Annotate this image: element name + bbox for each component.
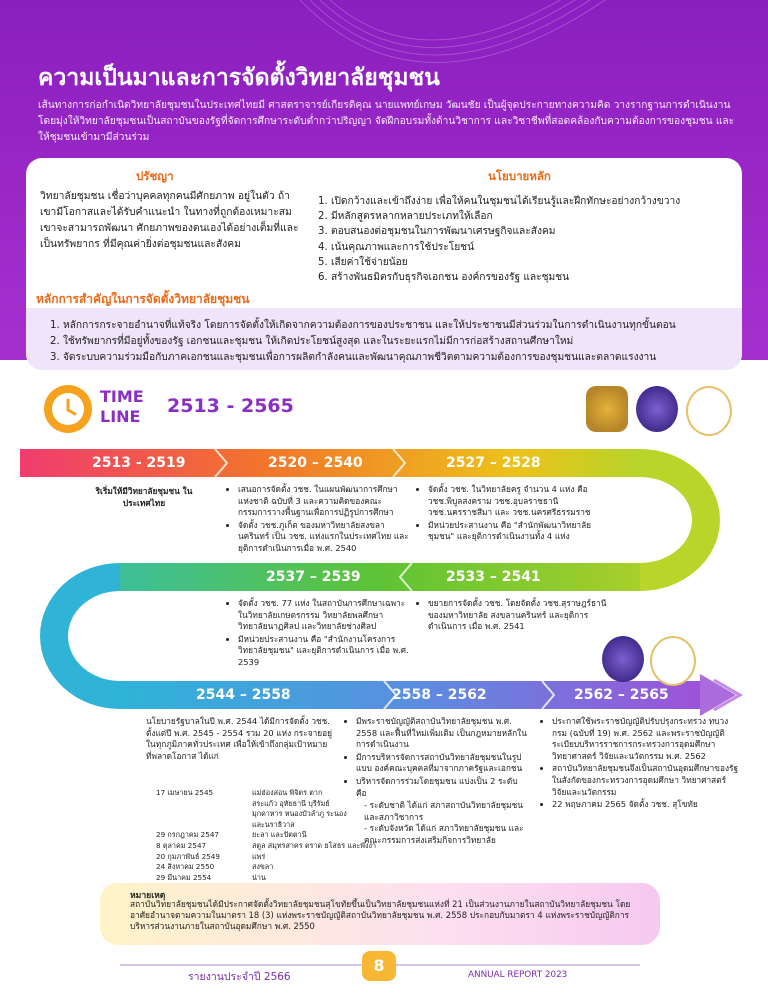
period-description: ริเริ่มให้มีวิทยาลัยชุมชน ในประเทศไทย [95,486,193,508]
period-label: 2558 – 2562 [392,687,487,703]
intro-paragraph: เส้นทางการก่อกำเนิดวิทยาลัยชุมชนในประเทศไทยมี ศาสตราจารย์เกียรติคุณ นายแพทย์เกษม วัฒนชัย เป็นผู้จุดประกายทางความคิด วางรากฐานการดำเนินงาน โดยมุ่งให้วิทยาลัยชุมชนเป็นสถาบันของรัฐที่จัดการศึกษาระดับต่ำกว่าปริญญา จัดฝึกอบรมทั้งด้านวิชาการ และวิชาชีพที่สอดคล้องกับความต้องการของชุมชน และให้ชุมชนเข้ามามีส่วนร่วม [38,100,735,143]
date-row: 29 กรกฎาคม 2547 ยะลา และปัตตานี [156,830,307,840]
page-number: 8 [362,951,396,981]
page-title: ความเป็นมาและการจัดตั้งวิทยาลัยชุมชน [38,65,440,91]
principle-item: 3. จัดระบบความร่วมมือกับภาคเอกชนและชุมชนเพื่อการผลิตกำลังคนและพัฒนาคุณภาพชีวิตตามความต้องการของชุมชนและตลาดแรงงาน [50,352,657,363]
ministry-logo [650,636,696,686]
period-label: 2527 – 2528 [446,455,541,471]
period-description: • ประกาศใช้พระราชบัญญัติปรับปรุงกระทรวง ทบวง กรม (ฉบับที่ 19) พ.ศ. 2562 และพระราชบัญญัติ ระเบียบบริหารราชการกระทรวงการอุดมศึกษา วิทยาศาสตร์ วิจัยและนวัตกรรม พ.ศ. 2562 • สถาบันวิทยาลัยชุมชนจึงเป็นสถาบันอุดมศึกษาของรัฐ ในสังกัดของกระทรวงการอุดมศึกษา วิทยาศาสตร์ วิจัยและนวัตกรรม • 22 พฤษภาคม 2565 จัดตั้ง วชช. สุโขทัย [540,716,740,812]
period-description: • ขยายการจัดตั้ง วชช. โดยจัดตั้ง วชช.สุราษฎร์ธานี ของมหาวิทยาลัย สงขลานครินทร์ และยุติการดำเนินการ เมื่อ พ.ศ. 2541 [416,598,612,634]
date-row: 17 เมษายน 2545 แม่ฮ่องสอน พิจิตร ตาก สระแก้ว อุทัยธานี บุรีรัมย์ มุกดาหาร หนองบัวลำภู ระนอง และนราธิวาส [156,788,347,829]
period-label: 2520 – 2540 [268,455,363,471]
footer-report-title: รายงานประจำปี 2566 [188,971,291,983]
policy-item: 6. สร้างพันธมิตรกับธุรกิจเอกชน องค์กรของรัฐ และชุมชน [318,272,570,284]
date-row: 8 ตุลาคม 2547 สตูล สมุทรสาคร ตราด ยโสธร และพังงา [156,840,377,850]
period-label: 2537 – 2539 [266,569,361,585]
timeline-word: TIME LINE [100,387,144,426]
timeline-range: 2513 - 2565 [167,395,294,417]
period-description: • มีพระราชบัญญัติสถาบันวิทยาลัยชุมชน พ.ศ. 2558 และฟื้นที่ใหม่เพิ่มเติม เป็นกฎหมายหลักในการดำเนินงาน • มีการบริหารจัดการสถาบันวิทยาลัยชุมชนในรูปแบบ องค์คณะบุคคลที่มาจากภาครัฐและเอกชน • บริหารจัดการร่วมโดยชุมชน แบ่งเป็น 2 ระดับ คือ - ระดับชาติ ได้แก่ สภาสถาบันวิทยาลัยชุมชน และสภาวิชาการ - ระดับจังหวัด ได้แก่ สภาวิทยาลัยชุมชน และคณะกรรมการส่งเสริมกิจการวิทยาลัย [344,716,530,847]
period-label: 2562 – 2565 [574,687,669,703]
principle-item: 1. หลักการกระจายอำนาจที่แท้จริง โดยการจัดตั้งให้เกิดจากความต้องการของประชาชน และให้ประชาชนมีส่วนร่วมในการดำเนินงานทุกขั้นตอน [50,320,676,331]
philosophy-heading: ปรัชญา [136,169,174,183]
principle-item: 2. ใช้ทรัพยากรที่มีอยู่ทั้งของรัฐ เอกชนและชุมชน ให้เกิดประโยชน์สูงสุด และในระยะแรกไม่มีการก่อสร้างสถานศึกษาใหม่ [50,336,574,347]
period-label: 2544 – 2558 [196,687,291,703]
policy-item: 3. ตอบสนองต่อชุมชนในการพัฒนาเศรษฐกิจและสังคม [318,226,556,238]
note-label: หมายเหตุ [130,891,166,901]
period-description: • จัดตั้ง วชช. ในวิทยาลัยครู จำนวน 4 แห่ง คือ วชช.พิบูลสงคราม วชช.อุบลราชธานี วชช.นครราชสีมา และ วชช.นครศรีธรรมราช • มีหน่วยประสานงาน คือ "สำนักพัฒนาวิทยาลัย ชุมชน" และยุติการดำเนินงานทั้ง 4 แห่ง [416,484,616,544]
philosophy-text: วิทยาลัยชุมชน เชื่อว่าบุคคลทุกคนมีศักยภาพ อยู่ในตัว ถ้าเขามีโอกาสและได้รับคำแนะนำ ในทางที่ถูกต้องเหมาะสม เขาจะสามารถพัฒนา ศักยภาพของตนเองได้อย่างเต็มที่และเป็นทรัพยากร ที่มีคุณค่ายิ่งต่อชุมชนและสังคม [40,190,299,250]
principles-heading: หลักการสำคัญในการจัดตั้งวิทยาลัยชุมชน [36,292,250,306]
period-description: นโยบายรัฐบาลในปี พ.ศ. 2544 ได้มีการจัดตั้ง วชช. ตั้งแต่ปี พ.ศ. 2545 - 2554 รวม 20 แห่ง กระจายอยู่ในทุกภูมิภาคทั่วประเทศ เพื่อให้เข้าถึงกลุ่มเป้าหมาย ที่พลาดโอกาส ได้แก่ [146,716,332,761]
period-description: • เสนอการจัดตั้ง วชช. ในแผนพัฒนาการศึกษา แห่งชาติ ฉบับที่ 3 และความคิดของคณะ กรรมการวางพื้นฐานเพื่อการปฏิรูปการศึกษา • จัดตั้ง วชช.ภูเก็ต ของมหาวิทยาลัยสงขลา นครินทร์ เป็น วชช. แห่งแรกในประเทศไทย และยุติการดำเนินการเมื่อ พ.ศ. 2540 [226,484,410,556]
period-label: 2513 - 2519 [92,455,186,471]
note-text: สถาบันวิทยาลัยชุมชนได้มีประกาศจัดตั้งวิทยาลัยชุมชนสุโขทัยขึ้นเป็นวิทยาลัยชุมชนแห่งที่ 21 เป็นส่วนงานภายในสถาบันวิทยาลัยชุมชน โดยอาศัยอำนาจตามความในมาตรา 18 (3) แห่งพระราชบัญญัติสถาบันวิทยาลัยชุมชน พ.ศ. 2558 ประกอบกับมาตรา 4 แห่งพระราชบัญญัติการบริหารส่วนงานภายในสถาบันอุดมศึกษา พ.ศ. 2550 [130,899,631,932]
institute-logo [602,636,644,682]
date-row: 24 สิงหาคม 2550 สงขลา [156,862,274,872]
footer-report-title-en: ANNUAL REPORT 2023 [468,970,568,980]
policy-item: 2. มีหลักสูตรหลากหลายประเภทให้เลือก [318,211,493,223]
date-row: 20 กุมภาพันธ์ 2549 แพร่ [156,851,266,861]
policy-heading: นโยบายหลัก [488,169,551,183]
period-description: • จัดตั้ง วชช. 77 แห่ง ในสถาบันการศึกษาเฉพาะ ในวิทยาลัยเกษตรกรรม วิทยาลัยพลศึกษา วิทยาลัยนาฏศิลป และวิทยาลัยช่างศิลป • มีหน่วยประสานงาน คือ "สำนักงานโครงการ วิทยาลัยชุมชน" และยุติการดำเนินการ เมื่อ พ.ศ. 2539 [226,598,410,670]
policy-item: 5. เสียค่าใช้จ่ายน้อย [318,256,408,268]
policy-item: 1. เปิดกว้างและเข้าถึงง่าย เพื่อให้คนในชุมชนได้เรียนรู้และฝึกทักษะอย่างกว้างขวาง [318,196,681,207]
period-label: 2533 – 2541 [446,569,541,585]
policy-item: 4. เน้นคุณภาพและการใช้ประโยชน์ [318,241,475,253]
date-row: 29 มีนาคม 2554 น่าน [156,872,266,882]
